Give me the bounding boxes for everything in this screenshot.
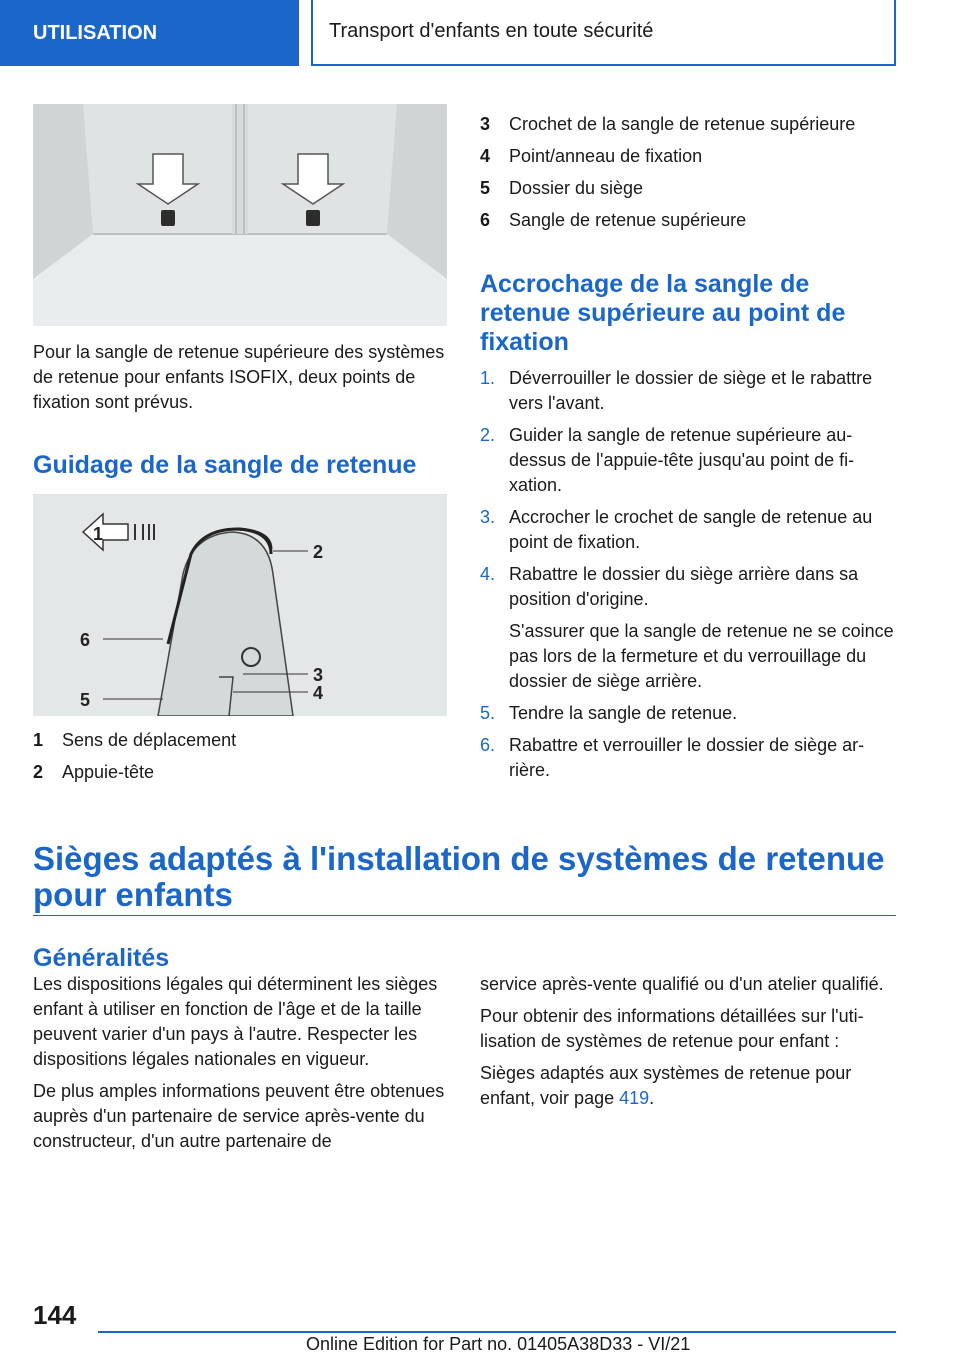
section-tab[interactable]: UTILISATION (0, 0, 299, 66)
generalites-p3: Pour obtenir des informations détaillées sur l'utilisation de systèmes de retenue pour enfant : (480, 1006, 864, 1051)
step-number: 2. (480, 425, 496, 445)
step-text: Guider la sangle de retenue supérieure au-dessus de l'appuie-tête jusqu'au point de fixation. (509, 425, 855, 495)
figure-label: 3 (313, 665, 324, 685)
step-text: Rabattre le dossier du siège arrière dans sa position d'origine. (509, 564, 859, 609)
step-number: 1. (480, 368, 496, 388)
step-item (480, 562, 896, 694)
edition-note: Online Edition for Part no. 01405A38D33 - VI/21 (306, 1334, 691, 1354)
figure-label: 2 (313, 542, 324, 562)
legend-item (33, 760, 447, 785)
generalites-p4-text: Sièges adaptés aux systèmes de retenue pour enfant, voir page (480, 1063, 852, 1108)
legend-number: 6 (480, 210, 491, 230)
accrochage-heading: Accrochage de la sangle de retenue supérieure au point de fixation (480, 270, 846, 356)
generalites-left (33, 972, 447, 1154)
step-item (480, 701, 896, 726)
legend-item (480, 144, 896, 169)
legend-text: Crochet de la sangle de retenue supérieure (509, 114, 856, 134)
generalites-p4-end: . (649, 1088, 655, 1108)
step-text: Tendre la sangle de retenue. (509, 703, 738, 723)
figure-label: 5 (80, 690, 91, 710)
generalites-p4 (480, 1061, 896, 1111)
step-number: 5. (480, 703, 496, 723)
legend-right (480, 112, 896, 240)
intro-paragraph: Pour la sangle de retenue supérieure des systèmes de retenue pour enfants ISOFIX, deux points de fixation sont prévus. (33, 342, 445, 412)
step-item (480, 505, 896, 555)
figure-label: 4 (313, 683, 324, 703)
generalites-heading: Généralités (33, 944, 170, 972)
step-item (480, 733, 896, 783)
guidage-heading: Guidage de la sangle de retenue (33, 451, 417, 479)
anchor-point-right (306, 210, 320, 226)
step-note: S'assurer que la sangle de retenue ne se coince pas lors de la fermeture et du verrouillage du dossier de siège arrière. (509, 621, 894, 691)
heading-rule (33, 915, 896, 916)
generalites-p2-continued: service après-vente qualifié ou d'un atelier qualifié. (480, 974, 884, 994)
step-number: 3. (480, 507, 496, 527)
legend-item (480, 112, 896, 137)
legend-item (480, 208, 896, 233)
legend-number: 3 (480, 114, 491, 134)
step-text: Accrocher le crochet de sangle de retenue au point de fixation. (509, 507, 873, 552)
generalites-p1: Les dispositions légales qui déterminent les sièges enfant à utiliser en fonction de l'âge et de la taille peuvent varier d'un pays à l'autre. Respecter les dispositions légales nationales en vigueur. (33, 974, 438, 1069)
isofix-anchor-figure (33, 104, 447, 326)
step-body (509, 562, 896, 694)
figure-label: 1 (93, 524, 104, 544)
legend-text: Appuie-tête (62, 762, 155, 782)
generalites-right (480, 972, 896, 1111)
legend-left (33, 728, 447, 792)
legend-item (33, 728, 447, 753)
anchor-point-left (161, 210, 175, 226)
legend-text: Sangle de retenue supérieure (509, 210, 747, 230)
legend-number: 5 (480, 178, 491, 198)
legend-text: Dossier du siège (509, 178, 644, 198)
step-item (480, 366, 896, 416)
step-item (480, 423, 896, 498)
legend-text: Point/anneau de fixation (509, 146, 703, 166)
generalites-p2: De plus amples informations peuvent être obtenues auprès d'un partenaire de service après-vente du constructeur, d'un autre partenaire de (33, 1081, 445, 1151)
step-text: Déverrouiller le dossier de siège et le rabattre vers l'avant. (509, 368, 873, 413)
legend-item (480, 176, 896, 201)
legend-number: 2 (33, 762, 44, 782)
step-text: Rabattre et verrouiller le dossier de siège arrière. (509, 735, 865, 780)
legend-number: 4 (480, 146, 491, 166)
chapter-title: Transport d'enfants en toute sécurité (311, 0, 896, 66)
sieges-heading: Sièges adaptés à l'installation de systèmes de retenue pour enfants (33, 840, 885, 913)
legend-text: Sens de déplacement (62, 730, 237, 750)
page-link[interactable]: 419 (619, 1088, 650, 1108)
figure-label: 6 (80, 630, 91, 650)
legend-number: 1 (33, 730, 44, 750)
steps-list (480, 366, 896, 790)
step-number: 6. (480, 735, 496, 755)
page-number: 144 (33, 1300, 77, 1330)
step-number: 4. (480, 564, 496, 584)
strap-routing-figure (33, 494, 447, 716)
footer-rule (98, 1331, 896, 1333)
